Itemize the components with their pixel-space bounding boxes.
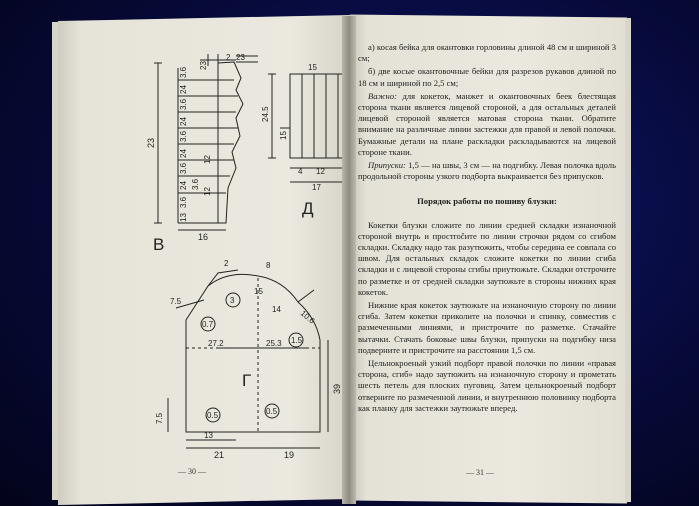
paragraph-yokes: Кокетки блузки сложите по линии средней складки изнаночной стороной внутрь и простročите по линии строчки рядом со сгибом складки. Складку надо так разутюжить, чтобы середина ее совпала со швом. Для остальных складок сложите кокетки по линии сгиба складки и с лицевой стороны сгибы приутюжьте. Складки отстрочите по разметке и от средней складки заутюжьте в стороны нижних края кокеток. (358, 219, 616, 297)
paragraph-facing: Цельнокроеный узкий подборт правой полочки по линии «правая сторона, сгиб» надо заутюжить на изнаночную сторону и прометать шесть петель для плоских пуговиц. Затем цельнокроеный подборт отверните по размеченной линии, и внутреннюю половинку подборта как планку для застежки заутюжьте вперед. (358, 358, 616, 413)
figure-v (154, 54, 258, 230)
figure-g-num: 13 (204, 431, 213, 440)
figure-v-num: 24 (179, 181, 188, 190)
figure-v-num: 2 (226, 53, 231, 62)
figure-v-num: 3.6 (179, 130, 188, 142)
figure-g-num: 8 (266, 261, 271, 270)
figure-v-letter: В (153, 235, 165, 254)
figure-v-num: 24 (179, 85, 188, 94)
figure-d-num: 12 (316, 167, 325, 176)
allowances-text: 1,5 — на швы, 3 см — на подгибку. Левая полочка вдоль продольной стороны узкого подборта выкраивается без припусков. (358, 160, 616, 182)
pattern-drawings (58, 18, 342, 502)
figure-g-num: 39 (332, 383, 342, 394)
figure-g-num: 27.2 (208, 339, 224, 348)
left-page-number: — 30 — (178, 467, 206, 476)
figure-v-num: 13 (179, 213, 188, 222)
paragraph-important (358, 91, 616, 158)
important-label: Важно: (368, 90, 397, 101)
figure-g-num: 25.3 (266, 339, 282, 348)
figure-d-labels (261, 63, 325, 218)
figure-v-num: 3.6 (179, 66, 188, 78)
figure-v-num: 24 (179, 149, 188, 158)
figure-d-num: 17 (312, 183, 321, 192)
paragraph-lower-edges: Нижние края кокеток заутюжьте на изнаночную сторону по линии сгиба. Затем кокетки приколите на полочки и спинку, совместив с размеченными линиями, и пристрочите по разметке. Стачайте вытачки. Стачать боковые швы блузки, припуски на подгибку низа подверните и пристрочите на расстоянии 1,5 см. (358, 300, 616, 355)
book-gutter (342, 16, 356, 504)
figure-v-num: 23 (236, 53, 245, 62)
paragraph-a: а) косая бейка для окантовки горловины длиной 48 см и шириной 3 см; (358, 42, 616, 64)
right-page-text (358, 42, 616, 416)
paragraph-allowances (358, 160, 616, 182)
figure-g-num: 14 (272, 305, 281, 314)
figure-g (168, 270, 328, 448)
figure-v-num: 3.6 (179, 98, 188, 110)
figure-d-num: 15 (279, 131, 288, 140)
figure-v-labels (146, 53, 245, 254)
allowances-label: Припуски: (368, 160, 406, 171)
figure-d-num: 15 (308, 63, 317, 72)
figure-g-num: 0.5 (207, 411, 219, 420)
figure-g-letter: Г (242, 371, 252, 390)
figure-g-num: 0.5 (266, 407, 278, 416)
figure-g-num: 10.6 (298, 308, 317, 326)
section-heading: Порядок работы по пошиву блузки: (417, 196, 557, 207)
figure-d-num: 24.5 (261, 106, 270, 122)
figure-v-num: 3.6 (179, 196, 188, 208)
figure-d-num: 4 (298, 167, 303, 176)
figure-g-num: 3 (230, 296, 235, 305)
figure-v-num: 23 (146, 137, 156, 148)
figure-g-num: 0.7 (202, 320, 214, 329)
figure-g-num: 7.5 (170, 297, 182, 306)
paragraph-b: б) две косые окантовочные бейки для разрезов рукавов длиной по 18 см и шириной по 2,5 см; (358, 66, 616, 88)
figure-v-num: 24 (179, 117, 188, 126)
figure-v-num: 23 (199, 61, 208, 70)
figure-d (268, 74, 342, 182)
figure-v-num: 16 (198, 232, 209, 242)
figure-g-num: 2 (224, 259, 229, 268)
figure-d-letter: Д (302, 199, 314, 218)
important-text: для кокеток, манжет и окантовочных беек блестящая сторона ткани является лицевой стороной, а для остальных деталей лицевой стороной является матовая сторона ткани. Обратите внимание на различные линии застежки для правой и левой полочки. Бумажные детали на плане раскладки раскладываются на лицевой стороне ткани. (358, 90, 616, 157)
figure-v-num: 3.6 (179, 162, 188, 174)
figure-v-num: 12 (203, 155, 212, 164)
book-edge-right (625, 18, 631, 502)
figure-v-num: 3.6 (191, 178, 200, 190)
figure-g-labels (155, 259, 342, 460)
figure-g-num: 21 (214, 450, 225, 460)
figure-g-num: 7.5 (155, 412, 164, 424)
figure-g-num: 19 (284, 450, 295, 460)
figure-g-num: 15 (254, 287, 263, 296)
right-page-number: — 31 — (466, 468, 494, 477)
figure-g-num: 1.5 (291, 336, 303, 345)
figure-v-num: 12 (203, 187, 212, 196)
